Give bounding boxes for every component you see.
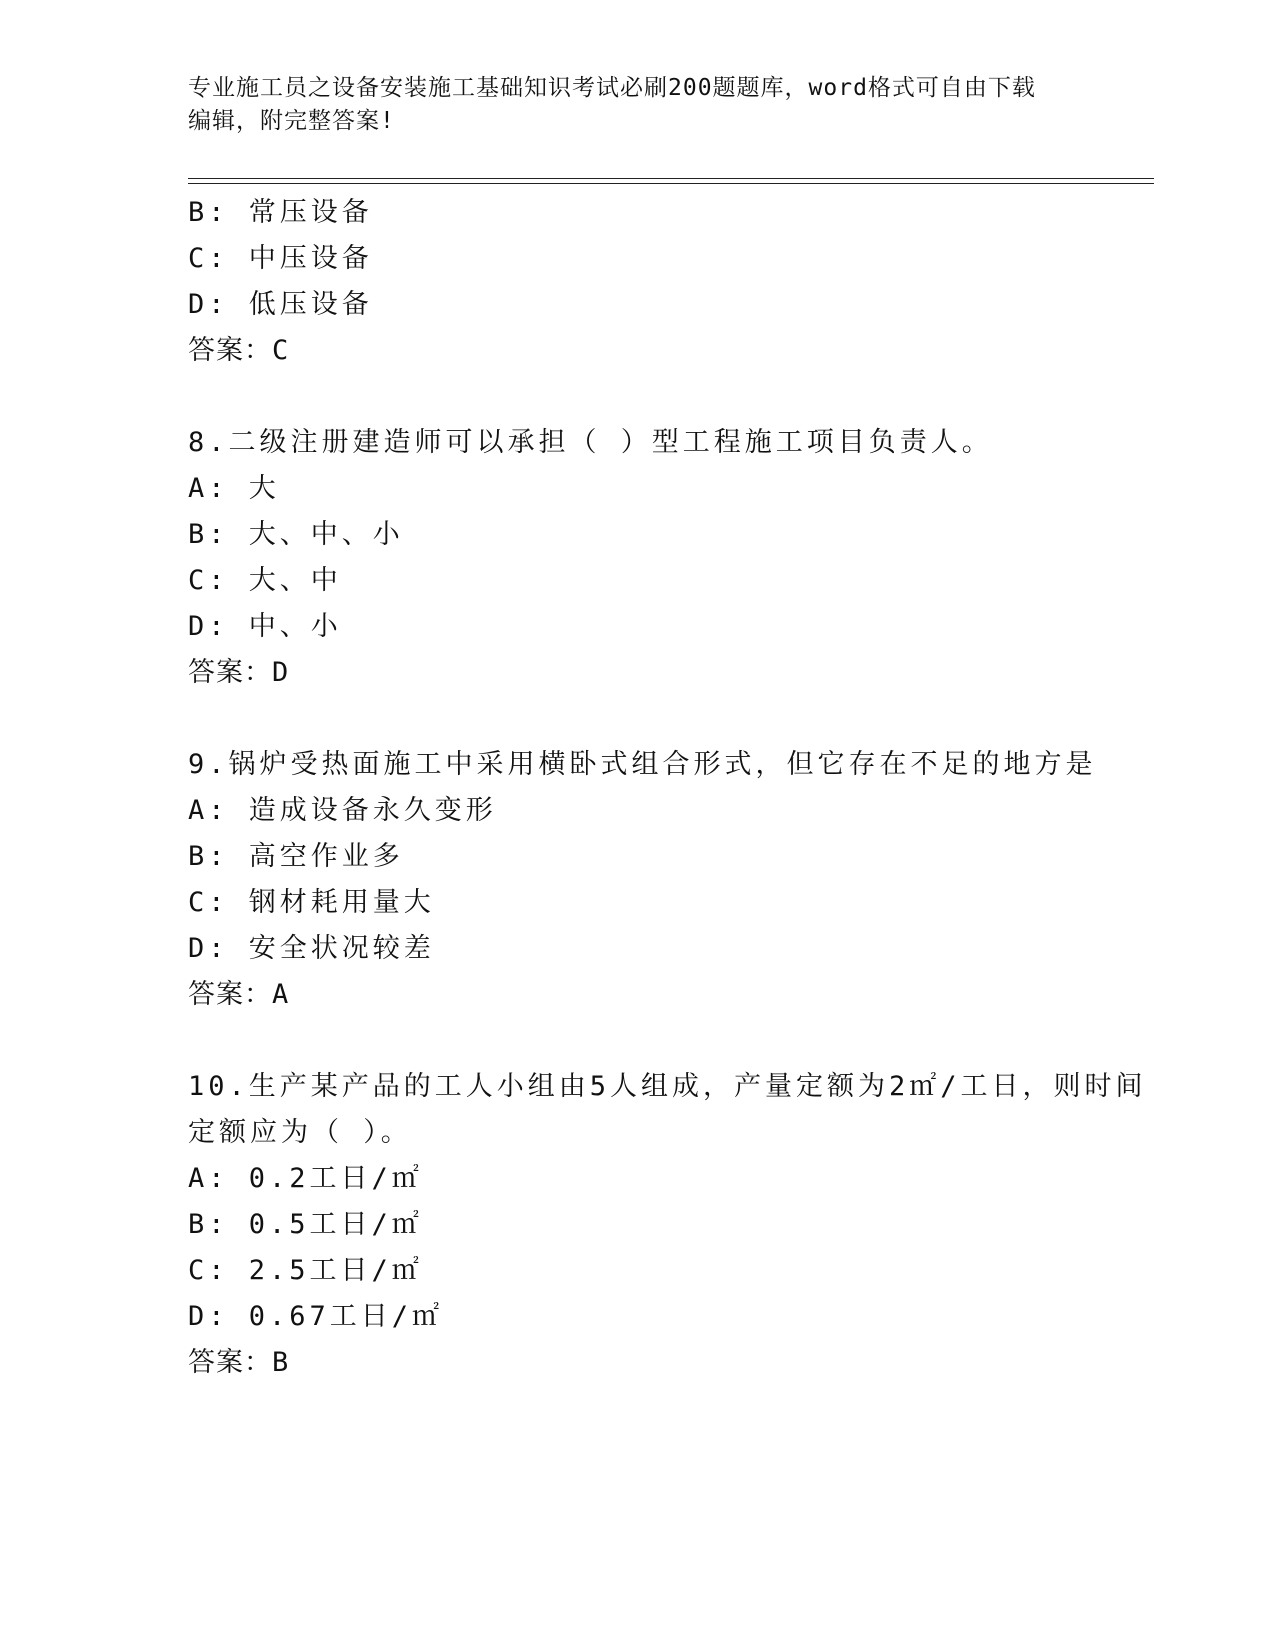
option-d: D: 中、小 [188, 611, 342, 642]
question-list [188, 190, 1147, 1386]
option-b: B: 高空作业多 [188, 841, 404, 872]
page-header [188, 72, 1068, 138]
question-title-line-2: 定额应为（ ）。 [188, 1117, 412, 1148]
answer: 答案：C [188, 335, 290, 366]
option-c: C: 中压设备 [188, 243, 373, 274]
option-a: A: 大 [188, 473, 280, 504]
question-7-continued [188, 190, 1128, 374]
header-title-line-1: 专业施工员之设备安装施工基础知识考试必刷200题题库，word格式可自由下载 [188, 75, 1036, 101]
question-9 [188, 742, 1128, 1018]
option-d: D: 安全状况较差 [188, 933, 435, 964]
header-title-line-2: 编辑，附完整答案! [188, 108, 395, 134]
question-title-line-1: 10.生产某产品的工人小组由5人组成，产量定额为2㎡/工日，则时间 [188, 1071, 1147, 1102]
option-c: C: 2.5工日/㎡ [188, 1255, 423, 1286]
answer: 答案：D [188, 657, 290, 688]
option-b: B: 常压设备 [188, 197, 373, 228]
spacer [188, 696, 1128, 742]
question-10 [188, 1064, 1147, 1386]
question-title: 8.二级注册建造师可以承担（ ）型工程施工项目负责人。 [188, 427, 993, 458]
option-a: A: 0.2工日/㎡ [188, 1163, 423, 1194]
answer: 答案：A [188, 979, 290, 1010]
option-d: D: 0.67工日/㎡ [188, 1301, 444, 1332]
option-b: B: 大、中、小 [188, 519, 404, 550]
option-b: B: 0.5工日/㎡ [188, 1209, 423, 1240]
question-title: 9.锅炉受热面施工中采用横卧式组合形式，但它存在不足的地方是 [188, 749, 1097, 780]
spacer [188, 1018, 1128, 1064]
option-c: C: 钢材耗用量大 [188, 887, 435, 918]
header-divider-bottom [188, 183, 1154, 184]
question-8 [188, 420, 1128, 696]
option-c: C: 大、中 [188, 565, 342, 596]
option-a: A: 造成设备永久变形 [188, 795, 497, 826]
answer: 答案：B [188, 1347, 290, 1378]
spacer [188, 374, 1128, 420]
header-divider-top [188, 178, 1154, 179]
option-d: D: 低压设备 [188, 289, 373, 320]
